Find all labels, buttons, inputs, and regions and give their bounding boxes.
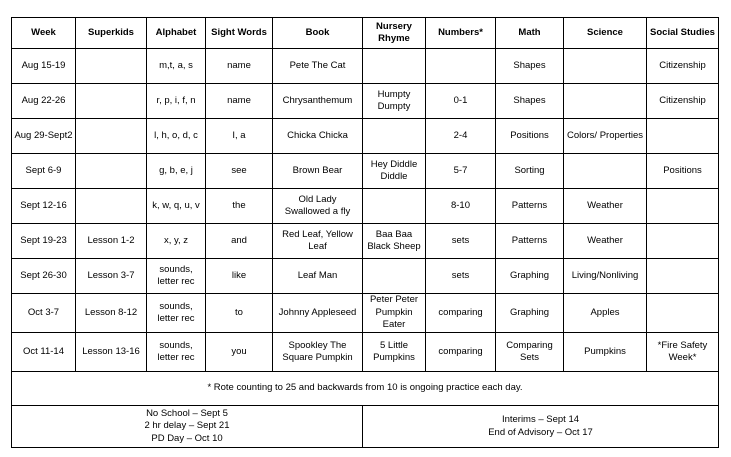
column-header: Math — [496, 18, 564, 49]
table-cell: r, p, i, f, n — [147, 84, 206, 119]
footer-left-cell — [12, 406, 363, 448]
curriculum-table — [11, 17, 719, 448]
footer-right-cell — [363, 406, 719, 448]
table-cell — [76, 84, 147, 119]
table-cell: Hey Diddle Diddle — [363, 154, 426, 189]
column-header: Science — [564, 18, 647, 49]
table-cell: Sorting — [496, 154, 564, 189]
table-cell: Baa Baa Black Sheep — [363, 224, 426, 259]
table-cell: 5-7 — [426, 154, 496, 189]
table-cell: Comparing Sets — [496, 333, 564, 372]
table-cell: Shapes — [496, 49, 564, 84]
table-cell: Sept 12-16 — [12, 189, 76, 224]
table-cell: Red Leaf, Yellow Leaf — [273, 224, 363, 259]
table-row — [12, 333, 719, 372]
table-cell: m,t, a, s — [147, 49, 206, 84]
table-cell: Lesson 1-2 — [76, 224, 147, 259]
table-cell: Old Lady Swallowed a fly — [273, 189, 363, 224]
column-header: Sight Words — [206, 18, 273, 49]
table-cell: sounds, letter rec — [147, 333, 206, 372]
table-cell: see — [206, 154, 273, 189]
table-cell — [647, 189, 719, 224]
table-row — [12, 119, 719, 154]
table-cell: Graphing — [496, 259, 564, 294]
table-cell — [363, 189, 426, 224]
table-row — [12, 189, 719, 224]
table-cell: Positions — [647, 154, 719, 189]
table-cell: comparing — [426, 294, 496, 333]
table-cell: Lesson 13-16 — [76, 333, 147, 372]
table-cell: Patterns — [496, 224, 564, 259]
table-cell — [363, 119, 426, 154]
table-cell: 0-1 — [426, 84, 496, 119]
column-header: Alphabet — [147, 18, 206, 49]
table-cell — [647, 259, 719, 294]
table-cell: Chrysanthemum — [273, 84, 363, 119]
footer-line: PD Day – Oct 10 — [151, 432, 223, 444]
table-cell — [76, 49, 147, 84]
table-cell: Sept 26-30 — [12, 259, 76, 294]
table-cell — [76, 154, 147, 189]
table-row — [12, 49, 719, 84]
table-cell: sets — [426, 259, 496, 294]
table-cell: Apples — [564, 294, 647, 333]
table-cell: Oct 3-7 — [12, 294, 76, 333]
table-cell: sets — [426, 224, 496, 259]
table-cell: sounds, letter rec — [147, 259, 206, 294]
table-cell: Positions — [496, 119, 564, 154]
table-cell — [76, 189, 147, 224]
footer-line: Interims – Sept 14 — [501, 414, 580, 425]
table-cell: Aug 29-Sept2 — [12, 119, 76, 154]
table-cell: x, y, z — [147, 224, 206, 259]
table-cell: Aug 22-26 — [12, 84, 76, 119]
table-cell: Oct 11-14 — [12, 333, 76, 372]
table-row — [12, 294, 719, 333]
table-cell: k, w, q, u, v — [147, 189, 206, 224]
table-cell: Sept 19-23 — [12, 224, 76, 259]
table-row — [12, 224, 719, 259]
table-cell: Lesson 8-12 — [76, 294, 147, 333]
table-cell: Peter Peter Pumpkin Eater — [363, 294, 426, 333]
school-dates — [14, 408, 360, 446]
table-cell — [647, 119, 719, 154]
table-cell — [564, 84, 647, 119]
table-cell: Leaf Man — [273, 259, 363, 294]
table-cell: the — [206, 189, 273, 224]
column-header: Superkids — [76, 18, 147, 49]
table-cell: Citizenship — [647, 49, 719, 84]
table-cell: I, a — [206, 119, 273, 154]
table-cell: Pumpkins — [564, 333, 647, 372]
table-cell: Lesson 3-7 — [76, 259, 147, 294]
table-cell: and — [206, 224, 273, 259]
table-cell: Graphing — [496, 294, 564, 333]
table-cell: Patterns — [496, 189, 564, 224]
table-cell: Chicka Chicka — [273, 119, 363, 154]
table-cell: like — [206, 259, 273, 294]
table-cell: l, h, o, d, c — [147, 119, 206, 154]
footer-line: End of Advisory – Oct 17 — [488, 426, 593, 438]
table-cell — [76, 119, 147, 154]
table-cell: comparing — [426, 333, 496, 372]
column-header: Book — [273, 18, 363, 49]
table-cell: Spookley The Square Pumpkin — [273, 333, 363, 372]
table-cell — [564, 49, 647, 84]
table-cell: Aug 15-19 — [12, 49, 76, 84]
column-header: Nursery Rhyme — [363, 18, 426, 49]
footer-row — [12, 406, 719, 448]
table-cell: Johnny Appleseed — [273, 294, 363, 333]
table-cell — [647, 224, 719, 259]
counting-note: * Rote counting to 25 and backwards from 10 is ongoing practice each day. — [12, 372, 719, 406]
table-cell: Brown Bear — [273, 154, 363, 189]
table-cell: *Fire Safety Week* — [647, 333, 719, 372]
table-cell: Colors/ Properties — [564, 119, 647, 154]
advisory-dates — [365, 414, 716, 439]
table-cell: Living/Nonliving — [564, 259, 647, 294]
table-cell: 2-4 — [426, 119, 496, 154]
table-cell — [363, 49, 426, 84]
table-cell: Pete The Cat — [273, 49, 363, 84]
table-cell: sounds, letter rec — [147, 294, 206, 333]
table-cell: Sept 6-9 — [12, 154, 76, 189]
table-cell — [363, 259, 426, 294]
table-cell: Weather — [564, 224, 647, 259]
footer-line: 2 hr delay – Sept 21 — [144, 420, 230, 432]
column-header: Social Studies — [647, 18, 719, 49]
column-header: Week — [12, 18, 76, 49]
table-cell: name — [206, 49, 273, 84]
table-cell: Weather — [564, 189, 647, 224]
table-cell: Citizenship — [647, 84, 719, 119]
table-cell: Shapes — [496, 84, 564, 119]
table-cell — [564, 154, 647, 189]
table-cell — [426, 49, 496, 84]
table-cell: 5 Little Pumpkins — [363, 333, 426, 372]
footer-line: No School – Sept 5 — [146, 407, 228, 419]
table-cell — [647, 294, 719, 333]
table-row — [12, 84, 719, 119]
column-header: Numbers* — [426, 18, 496, 49]
table-cell: name — [206, 84, 273, 119]
table-cell: you — [206, 333, 273, 372]
table-row — [12, 259, 719, 294]
header-row — [12, 18, 719, 49]
table-cell: 8-10 — [426, 189, 496, 224]
table-cell: Humpty Dumpty — [363, 84, 426, 119]
table-row — [12, 154, 719, 189]
table-cell: g, b, e, j — [147, 154, 206, 189]
note-row — [12, 372, 719, 406]
table-cell: to — [206, 294, 273, 333]
